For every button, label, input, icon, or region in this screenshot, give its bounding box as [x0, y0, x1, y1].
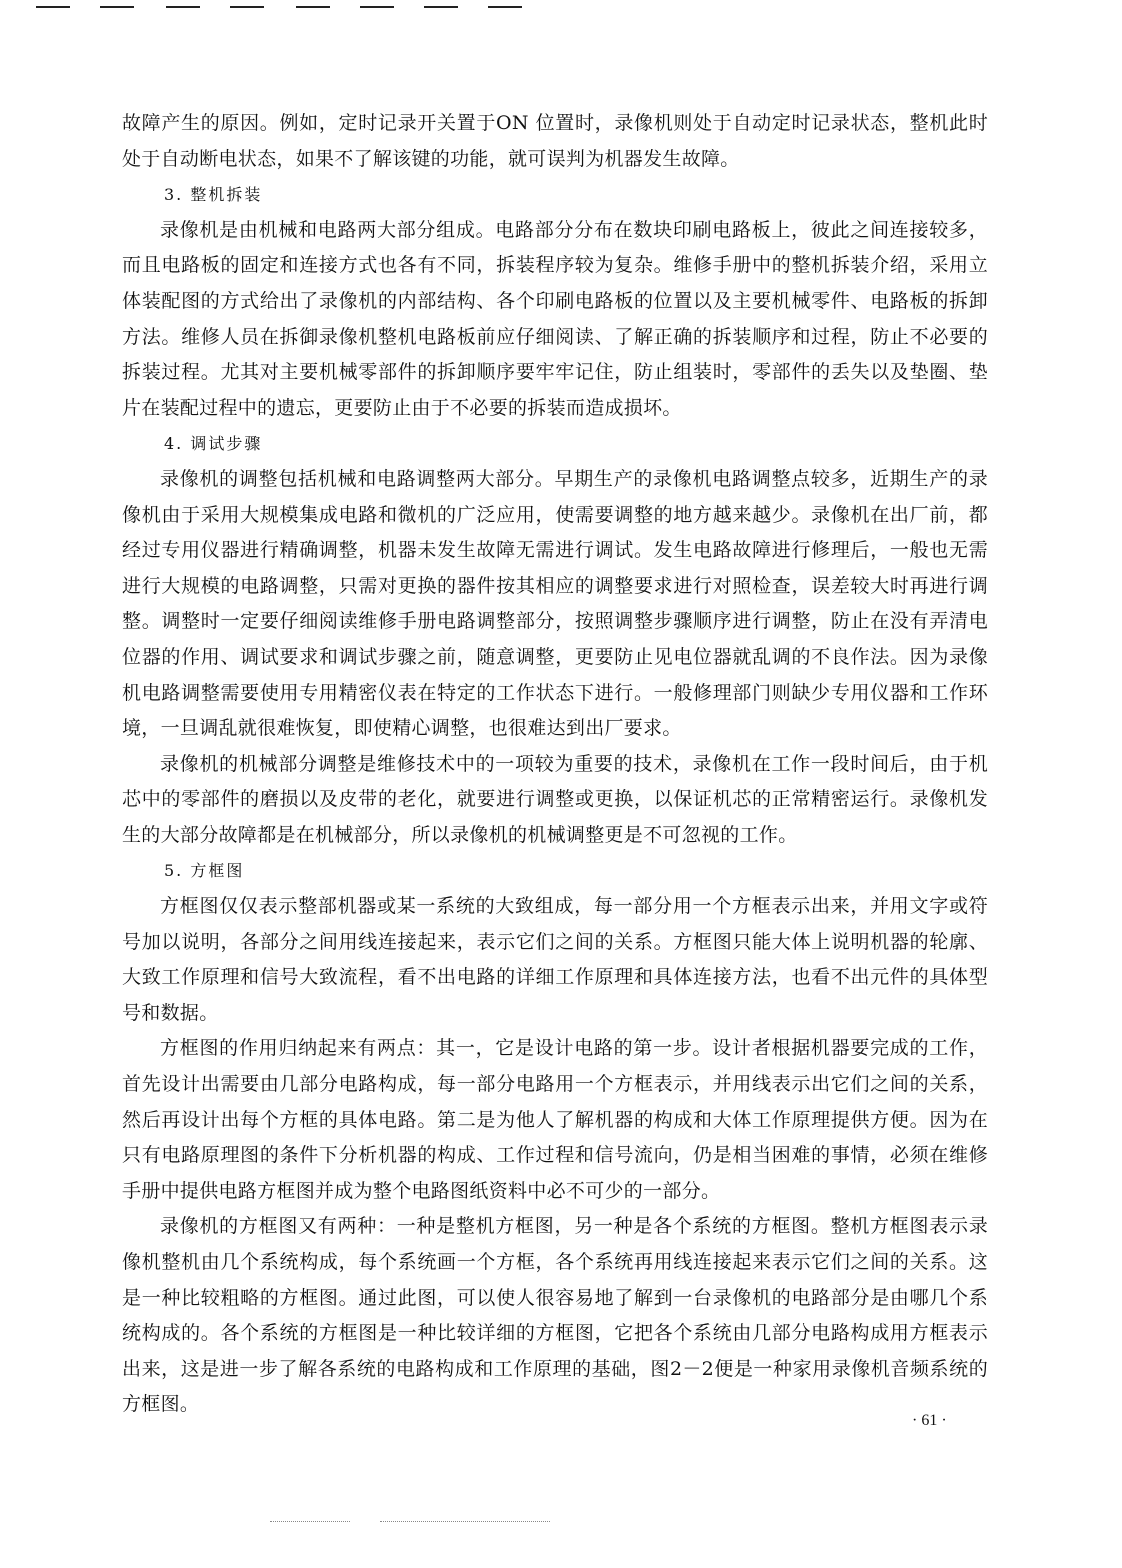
- paragraph: 录像机是由机械和电路两大部分组成。电路部分分布在数块印刷电路板上，彼此之间连接较多，而且电路板的固定和连接方式也各有不同，拆装程序较为复杂。维修手册中的整机拆装介绍，采用立体装配图的方式给出了录像机的内部结构、各个印刷电路板的位置以及主要机械零件、电路板的拆卸方法。维修人员在拆御录像机整机电路板前应仔细阅读、了解正确的拆装顺序和过程，防止不必要的拆装过程。尤其对主要机械零部件的拆卸顺序要牢牢记住，防止组装时，零部件的丢失以及垫圈、垫片在装配过程中的遗忘，更要防止由于不必要的拆装而造成损坏。: [122, 218, 988, 419]
- paragraph: 录像机的调整包括机械和电路调整两大部分。早期生产的录像机电路调整点较多，近期生产的录像机由于采用大规模集成电路和微机的广泛应用，使需要调整的地方越来越少。录像机在出厂前，都经过专用仪器进行精确调整，机器未发生故障无需进行调试。发生电路故障进行修理后，一般也无需进行大规模的电路调整，只需对更换的器件按其相应的调整要求进行对照检查，误差较大时再进行调整。调整时一定要仔细阅读维修手册电路调整部分，按照调整步骤顺序进行调整，防止在没有弄清电位器的作用、调试要求和调试步骤之前，随意调整，更要防止见电位器就乱调的不良作法。因为录像机电路调整需要使用专用精密仪表在特定的工作状态下进行。一般修理部门则缺少专用仪器和工作环境，一旦调乱就很难恢复，即使精心调整，也很难达到出厂要求。: [122, 467, 988, 740]
- top-scan-rule: [166, 6, 200, 8]
- top-scan-rule: [100, 6, 134, 8]
- paragraph: 故障产生的原因。例如，定时记录开关置于ON 位置时，录像机则处于自动定时记录状态，整机此时处于自动断电状态，如果不了解该键的功能，就可误判为机器发生故障。: [122, 112, 988, 170]
- top-scan-rule: [230, 6, 264, 8]
- section-heading: 3. 整机拆装: [164, 185, 263, 205]
- page-number: · 61 ·: [912, 1412, 947, 1429]
- top-scan-rule: [36, 6, 70, 8]
- top-scan-rule: [360, 6, 394, 8]
- scan-noise: [270, 1521, 350, 1523]
- paragraph: 录像机的机械部分调整是维修技术中的一项较为重要的技术，录像机在工作一段时间后，由于机芯中的零部件的磨损以及皮带的老化，就要进行调整或更换，以保证机芯的正常精密运行。录像机发生的大部分故障都是在机械部分，所以录像机的机械调整更是不可忽视的工作。: [122, 752, 988, 846]
- section-heading: 5. 方框图: [164, 861, 245, 881]
- paragraph: 方框图仅仅表示整部机器或某一系统的大致组成，每一部分用一个方框表示出来，并用文字或符号加以说明，各部分之间用线连接起来，表示它们之间的关系。方框图只能大体上说明机器的轮廓、大致工作原理和信号大致流程，看不出电路的详细工作原理和具体连接方法，也看不出元件的具体型号和数据。: [122, 895, 988, 1024]
- section-heading: 4. 调试步骤: [164, 434, 263, 454]
- page-body: [122, 106, 988, 1423]
- top-scan-rule: [424, 6, 458, 8]
- scan-noise: [380, 1521, 550, 1523]
- top-scan-rule: [488, 6, 522, 8]
- top-scan-rule: [296, 6, 330, 8]
- paragraph: 录像机的方框图又有两种：一种是整机方框图，另一种是各个系统的方框图。整机方框图表示录像机整机由几个系统构成，每个系统画一个方框，各个系统再用线连接起来表示它们之间的关系。这是一种比较粗略的方框图。通过此图，可以使人很容易地了解到一台录像机的电路部分是由哪几个系统构成的。各个系统的方框图是一种比较详细的方框图，它把各个系统由几部分电路构成用方框表示出来，这是进一步了解各系统的电路构成和工作原理的基础，图2－2便是一种家用录像机音频系统的方框图。: [122, 1215, 988, 1416]
- paragraph: 方框图的作用归纳起来有两点：其一，它是设计电路的第一步。设计者根据机器要完成的工作，首先设计出需要由几部分电路构成，每一部分电路用一个方框表示，并用线表示出它们之间的关系，然后再设计出每个方框的具体电路。第二是为他人了解机器的构成和大体工作原理提供方便。因为在只有电路原理图的条件下分析机器的构成、工作过程和信号流向，仍是相当困难的事情，必须在维修手册中提供电路方框图并成为整个电路图纸资料中必不可少的一部分。: [122, 1037, 988, 1202]
